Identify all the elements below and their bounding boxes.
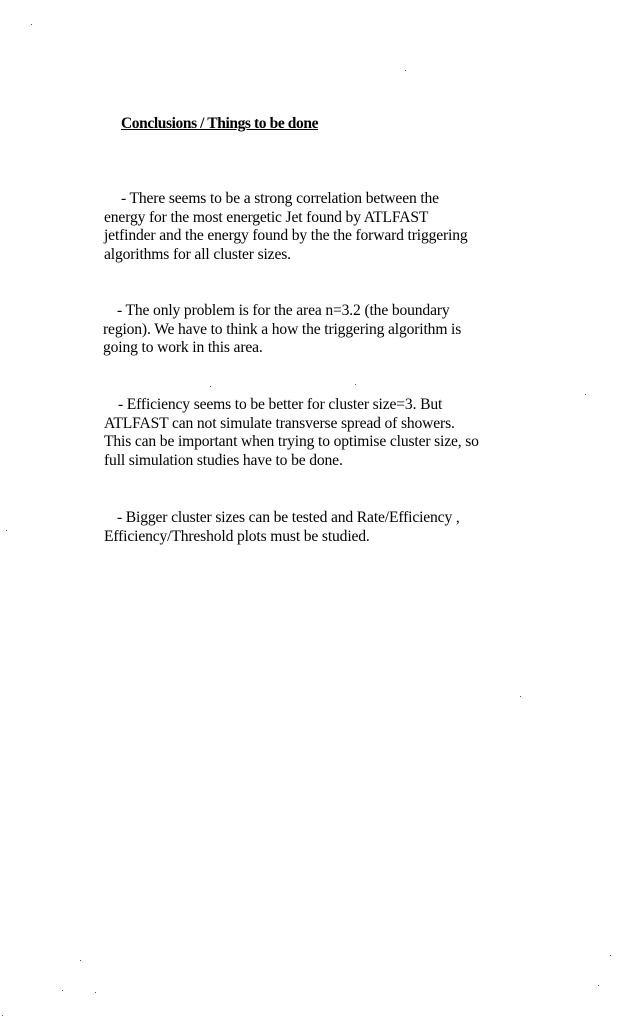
scan-speck bbox=[520, 696, 521, 697]
paragraph-line: Efficiency/Threshold plots must be studied. bbox=[104, 527, 370, 545]
conclusion-paragraph-1 bbox=[104, 190, 468, 264]
scan-speck bbox=[405, 70, 406, 71]
paragraph-line: This can be important when trying to optimise cluster size, so bbox=[104, 433, 479, 451]
scan-speck bbox=[31, 24, 32, 25]
scan-speck bbox=[2, 1015, 3, 1016]
scan-speck bbox=[95, 992, 96, 993]
scan-speck bbox=[6, 530, 7, 531]
conclusion-paragraph-4 bbox=[104, 509, 460, 546]
paragraph-line: - There seems to be a strong correlation between the bbox=[121, 190, 439, 207]
paragraph-line: going to work in this area. bbox=[103, 339, 263, 357]
paragraph-line: - Efficiency seems to be better for cluster size=3. But bbox=[118, 396, 443, 413]
paragraph-line: full simulation studies have to be done. bbox=[104, 451, 343, 469]
paragraph-line: energy for the most energetic Jet found by ATLFAST bbox=[104, 208, 429, 226]
scan-speck bbox=[62, 990, 63, 991]
scan-speck bbox=[610, 955, 611, 956]
scan-speck bbox=[585, 394, 586, 395]
paragraph-line: ATLFAST can not simulate transverse spread of showers. bbox=[104, 414, 455, 432]
conclusion-paragraph-3 bbox=[104, 396, 479, 470]
paragraph-line: algorithms for all cluster sizes. bbox=[104, 245, 291, 263]
paragraph-line: jetfinder and the energy found by the the forward triggering bbox=[104, 227, 468, 245]
paragraph-line: - Bigger cluster sizes can be tested and Rate/Efficiency , bbox=[117, 509, 460, 526]
section-title: Conclusions / Things to be done bbox=[121, 115, 319, 132]
paragraph-line: - The only problem is for the area n=3.2 (the boundary bbox=[117, 302, 450, 319]
paragraph-line: region). We have to think a how the triggering algorithm is bbox=[103, 320, 462, 338]
scan-speck bbox=[210, 386, 211, 387]
conclusion-paragraph-2 bbox=[103, 302, 461, 358]
scan-speck bbox=[355, 384, 356, 385]
scan-speck bbox=[80, 960, 81, 961]
scan-speck bbox=[598, 985, 599, 986]
